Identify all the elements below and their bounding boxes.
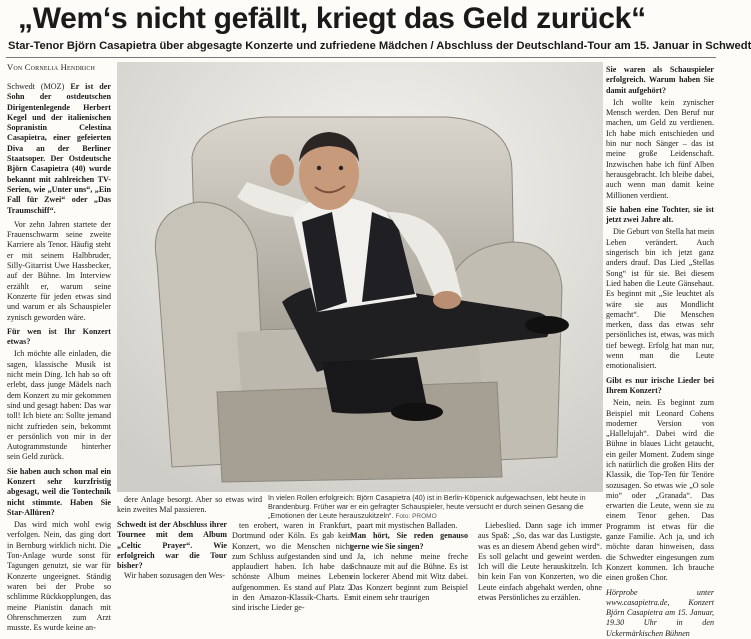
paragraph: Die Geburt von Stella hat mein Leben verändert. Auch singerisch bin ich jetzt ganz anders drauf. Das Lied „Stellas Song“ ist für sie. Bei diesem Lied haben die Leute Gänsehaut. Es beginnt mit „Sie leuchtet als wäre sie aus Mondlicht gemacht“. Die Menschen merken, dass das etwas sehr persönliches ist, etwas, was mich tief bewegt. Erfolg hat man nur, wenn man die Leute emotionalisiert. [606,227,714,371]
photo-credit: Foto: PROMO [395,513,437,521]
article-column-bottom-1 [117,495,262,519]
paragraph: paart mit mystischen Balladen. [357,521,458,530]
article-photo [117,62,603,492]
photo-man-in-armchair [117,62,603,492]
interview-question: Man hört, Sie reden genauso gerne wie Sie singen? [350,531,468,551]
paragraph: Ich wollte kein zynischer Mensch werden. Den Beruf nur machen, um Geld zu verdienen. Ich habe mich entschieden und bin nur noch Sänger – das ist meine große Leidenschaft. Inzwischen habe ich fünf Alben herausgebracht. Ich bleibe dabei, auch wenn man damit keine Millionen verdient. [606,97,714,200]
interview-question: Sie haben auch schon mal ein Konzert sehr kurzfristig abgesagt, weil die Tontechnik nicht stimmte. Haben Sie Star-Allüren? [7,466,111,517]
paragraph: Ja, ich nehme meine freche Schnauze mit auf die Bühne. Es ist ein lockerer Abend mit Witz dabei. Das Konzert beginnt zum Beispiel mit einem sehr traurigen [350,551,468,603]
article-column-left [7,82,111,633]
interview-question: Schwedt ist der Abschluss ihrer Tournee mit dem Album „Celtic Prayer“. Wie erfolgreich war die Tour bisher? [117,520,227,571]
interview-question: Sie waren als Schauspieler erfolgreich. Warum haben Sie damit aufgehört? [606,65,714,95]
article-column-bottom-4 [478,521,602,603]
paragraph: Das wird mich wohl ewig verfolgen. Nein, das ging dort in Bernburg wirklich nicht. Die Ton-Anlage wurde sonst für Tagungen genutzt, sie war für Konzerte ungeeignet. Ständig waren bei der Probe so schlimme Rückkopplungen, das meine Pianistin danach mit Ohrenschmerzen zum Arzt musste. Es wurde keine an- [7,520,111,633]
paragraph: Vor zehn Jahren startete der Frauenschwarm seine zweite Karriere als Tenor. Häufig steht er mit seinem Halbbruder, Silly-Gitarrist Uwe Hassbecker, auf der Bühne. Im Interview erzählt er, warum seine Konzerte für jeden etwas sind und warum er als Schauspieler zynisch geworden wäre. [7,219,111,322]
article-column-bottom-1b [117,520,227,581]
paragraph: Ich möchte alle einladen, die sagen, klassische Musik ist nicht mein Ding. Ich hab so oft erlebt, dass junge Mädels nach dem Konzert zu mir gekommen sind und gesagt haben: Das war toll! Ich biete an: Sollte jemand nicht zufrieden sein, bekommt er persönlich von mir in der Autogrammstunde hinterher sein Geld zurück. [7,349,111,462]
article-column-bottom-3 [350,521,468,603]
interview-question: Sie haben eine Tochter, sie ist jetzt zwei Jahre alt. [606,204,714,225]
article-column-right [606,62,714,638]
paragraph: Liebeslied. Dann sage ich immer aus Spaß: „So, das war das Lustigste, was es an diesem Abend geben wird“. Es soll gelacht und geweint werden. Ich will die Leute herauskitzeln. Ich bin kein Fan von Konzerten, wo die Leute einfach abgehakt werden, ohne etwas Persönliches zu erzählen. [478,521,602,603]
caption-text: In vielen Rollen erfolgreich: Björn Casapietra (40) ist in Berlin-Köpenick aufgewachsen, lebt heute in Brandenburg. Früher war er ein gefragter Schauspieler, heute versucht er durch seinen Gesang die „Emotionen der Leute herauszukitzeln“. [268,493,586,521]
interview-question: Für wen ist Ihr Konzert etwas? [7,326,111,347]
lead-text: Er ist der Sohn der ostdeutschen Dirigentenlegende Herbert Kegel und der italienischen Sopranistin Celestina Casapietra, einer gefeierten Diva an der Berliner Staatsoper. Der Ostdeutsche Björn Casapietra (40) wurde bekannt mit zahlreichen TV-Serien, wie „Unter uns“, „Ein Fall für Zwei“ oder „Das Traumschiff“. [7,82,111,215]
byline: Von Cornelia Hendrich [7,62,96,72]
dateline: Schwedt (MOZ) [7,82,65,91]
interview-question: Gibt es nur irische Lieder bei Ihrem Konzert? [606,375,714,395]
lead-paragraph [7,82,111,216]
subhead: Star-Tenor Björn Casapietra über abgesagte Konzerte und zufriedene Mädchen / Abschluss der Deutschland-Tour am 15. Januar in Schwedt [8,40,751,52]
paragraph: dere Anlage besorgt. Aber so etwas wird kein zweites Mal passieren. [117,495,262,515]
article-column-bottom-2 [232,521,352,613]
paragraph: ten erobert, waren in Frankfurt, Dortmund oder Köln. Es gab kein Konzert, wo die Menschen nicht zum Schluss aufgestanden sind und applaudiert haben. Ich habe das schönste Album meines Lebens aufgenommen. Es stand auf Platz 2 in den Amazon-Klassik-Charts. Es sind irische Lieder ge- [232,521,352,613]
headline: „Wem‘s nicht gefällt, kriegt das Geld zurück“ [18,2,646,35]
paragraph: Nein, nein. Es beginnt zum Beispiel mit Leonard Cohens moderner Version von „Hallelujah“. Dabei wird die Bühne in blaues Licht getaucht, ein geiler Moment. Zudem singe ich natürlich die großen Hits der Klassik, die Top-Ten für Tenöre sozusagen. So etwas wie „O sole mio“ oder „Granada“. Das erwarten die Leute, wenn sie zu einem Tenor gehen. Das Programm ist etwas für die ganze Familie. Ach ja, und ich möchte daran hinweisen, dass die Schwedter eingesungen zum Konzert kommen. Ich brauche einen großen Chor. [606,398,714,583]
footer-note: Hörprobe unter www.casapietra.de, Konzert Björn Casapietra am 15. Januar, 19.30 Uhr in den Uckermärkischen Bühnen [606,587,714,638]
divider [6,57,716,58]
paragraph: Wir haben sozusagen den Wes- [124,571,225,581]
photo-caption [268,493,604,522]
